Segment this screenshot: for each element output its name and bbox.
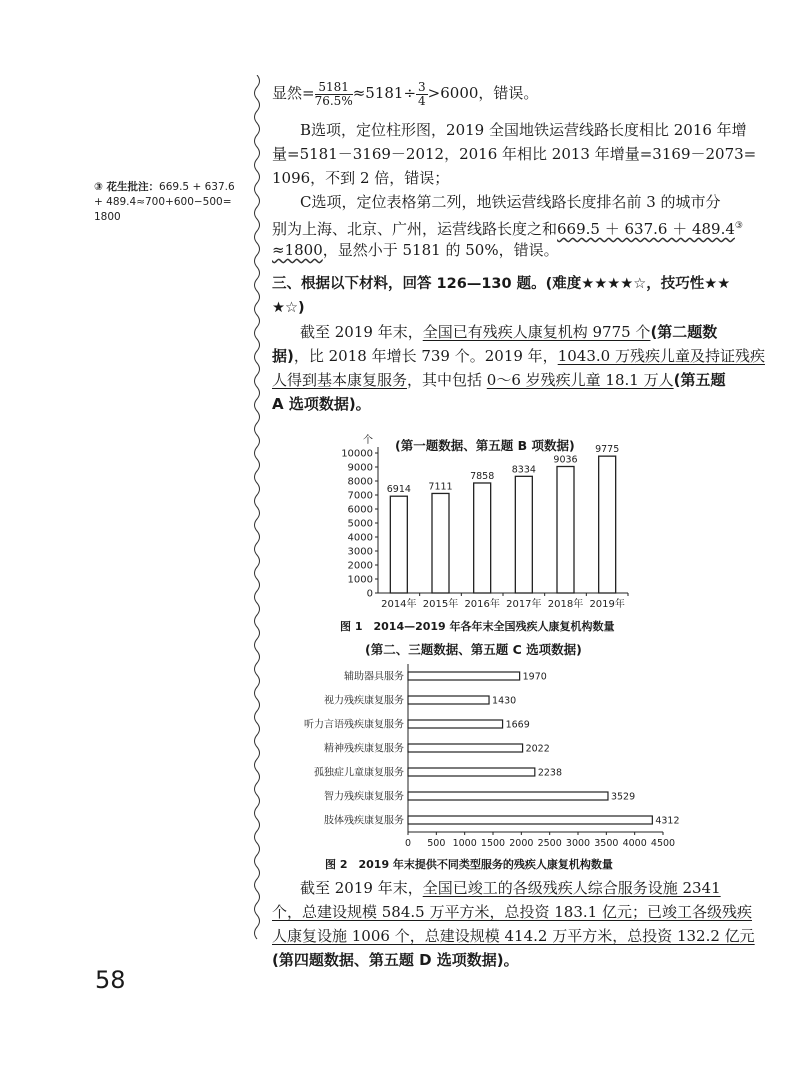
fraction-1: $\frac{5181}{76.5\%}$ xyxy=(314,79,353,108)
x-tick-label: 2500 xyxy=(537,838,562,849)
bar xyxy=(408,768,535,776)
bar xyxy=(557,466,574,593)
bar xyxy=(432,493,449,593)
chart1-note: (第一题数据、第五题 B 项数据) xyxy=(395,438,575,453)
data-label: 6914 xyxy=(386,484,411,496)
data-label: 4312 xyxy=(655,815,680,827)
category-label: 孤独症儿童康复服务 xyxy=(314,767,404,779)
data-label: 3529 xyxy=(610,791,636,803)
chart2-note: (第二、三题数据、第五题 C 选项数据) xyxy=(365,642,582,657)
x-tick-label: 2018年 xyxy=(547,599,584,610)
para2-line-1: 截至 2019 年末，全国已竣工的各级残疾人综合服务设施 2341 xyxy=(300,879,721,897)
x-tick-label: 3500 xyxy=(594,838,619,849)
margin-note xyxy=(94,180,246,225)
y-tick-label: 0 xyxy=(366,588,373,600)
y-tick-label: 8000 xyxy=(347,476,373,488)
page-number: 58 xyxy=(95,966,126,994)
category-label: 辅助器具服务 xyxy=(344,671,404,683)
bar xyxy=(474,483,491,593)
bar xyxy=(408,792,608,800)
prev-text-c2: 别为上海、北京、广州，运营线路长度之和669.5 ＋ 637.6 ＋ 489.4③ xyxy=(272,220,743,238)
x-tick-label: 2014年 xyxy=(381,599,417,610)
data-label: 7111 xyxy=(428,481,453,493)
margin-note-line-3: 1800 xyxy=(94,211,121,223)
data-label: 2022 xyxy=(525,743,550,755)
x-tick-label: 4000 xyxy=(622,838,647,849)
x-tick-label: 2016年 xyxy=(464,599,500,610)
prev-text-c1: C选项，定位表格第二列，地铁运营线路长度排名前 3 的城市分 xyxy=(300,193,721,211)
data-label: 2238 xyxy=(537,767,563,779)
bar xyxy=(408,816,652,824)
prev-text-b1: B选项，定位柱形图，2019 全国地铁运营线路长度相比 2016 年增 xyxy=(300,121,747,139)
bar xyxy=(515,476,532,593)
y-tick-label: 9000 xyxy=(347,462,373,474)
para1-line-2: 据)，比 2018 年增长 739 个。2019 年，1043.0 万残疾儿童及持证残疾 xyxy=(272,347,765,365)
category-label: 智力残疾康复服务 xyxy=(324,791,404,803)
chart-1-vertical-bar xyxy=(310,425,640,615)
bar xyxy=(390,496,407,593)
x-tick-label: 2019年 xyxy=(589,599,625,610)
category-label: 视力残疾康复服务 xyxy=(324,695,404,707)
y-tick-label: 6000 xyxy=(347,504,373,516)
para1-line-3: 人得到基本康复服务，其中包括 0～6 岁残疾儿童 18.1 万人(第五题 xyxy=(272,371,726,389)
margin-note-line-1: 669.5 + 637.6 xyxy=(159,181,235,193)
x-tick-label: 4500 xyxy=(650,838,676,849)
x-tick-label: 500 xyxy=(427,838,446,849)
fraction-2: $\frac{3}{4}$ xyxy=(418,79,426,108)
prev-text-line-1: 显然= $\frac{5181}{76.5\%}$ ≈5181÷ $\frac{3}{4}$ >6000，错误。 xyxy=(272,79,539,108)
y-tick-label: 5000 xyxy=(347,518,373,530)
data-label: 8334 xyxy=(511,464,536,476)
x-tick-label: 2017年 xyxy=(506,599,542,610)
para2-line-4: (第四题数据、第五题 D 选项数据)。 xyxy=(272,951,519,969)
y-unit-label: 个 xyxy=(363,435,373,446)
section-heading-line-1: 三、根据以下材料，回答 126—130 题。(难度★★★★☆，技巧性★★ xyxy=(272,276,731,292)
data-label: 1669 xyxy=(505,719,530,731)
para2-line-3: 人康复设施 1006 个，总建设规模 414.2 万平方米，总投资 132.2 亿元 xyxy=(272,927,755,945)
prev-text-b2: 量=5181－3169－2012，2016 年相比 2013 年增量=3169－2073= xyxy=(272,145,757,163)
bar xyxy=(408,672,520,680)
category-label: 精神残疾康复服务 xyxy=(324,743,404,755)
bar xyxy=(408,696,489,704)
para2-line-2: 个，总建设规模 584.5 万平方米，总投资 183.1 亿元；已竣工各级残疾 xyxy=(272,903,752,921)
para1-line-4: A 选项数据)。 xyxy=(272,395,371,413)
chart2-caption: 图 2 2019 年末提供不同类型服务的残疾人康复机构数量 xyxy=(325,858,613,871)
bar xyxy=(408,744,523,752)
margin-wavy-divider xyxy=(250,75,264,955)
x-tick-label: 1000 xyxy=(452,838,477,849)
margin-note-label: ③ 花生批注： xyxy=(94,181,160,193)
y-tick-label: 4000 xyxy=(347,532,373,544)
y-tick-label: 1000 xyxy=(347,574,373,586)
para1-line-1: 截至 2019 年末，全国已有残疾人康复机构 9775 个(第二题数 xyxy=(300,323,718,341)
category-label: 听力言语残疾康复服务 xyxy=(304,719,404,731)
y-tick-label: 2000 xyxy=(347,560,373,572)
bar xyxy=(599,456,616,593)
x-tick-label: 0 xyxy=(404,838,412,849)
chart-2-horizontal-bar xyxy=(290,660,680,850)
x-tick-label: 2015年 xyxy=(422,599,459,610)
x-tick-label: 1500 xyxy=(480,838,506,849)
y-tick-label: 7000 xyxy=(347,490,373,502)
section-heading-line-2: ★☆) xyxy=(272,300,305,316)
y-tick-label: 10000 xyxy=(341,448,373,460)
chart1-caption: 图 1 2014—2019 年各年末全国残疾人康复机构数量 xyxy=(340,620,615,633)
data-label: 9775 xyxy=(595,444,620,456)
margin-note-line-2: + 489.4≈700+600−500= xyxy=(94,196,232,208)
data-label: 7858 xyxy=(470,470,495,482)
x-tick-label: 2000 xyxy=(509,838,534,849)
x-tick-label: 3000 xyxy=(565,838,591,849)
category-label: 肢体残疾康复服务 xyxy=(324,815,404,827)
data-label: 1970 xyxy=(522,671,547,683)
bar xyxy=(408,720,503,728)
data-label: 9036 xyxy=(553,454,578,466)
data-label: 1430 xyxy=(492,695,517,707)
prev-text-b3: 1096，不到 2 倍，错误； xyxy=(272,169,450,187)
prev-text-c3: ≈1800，显然小于 5181 的 50%，错误。 xyxy=(272,241,559,259)
y-tick-label: 3000 xyxy=(347,546,373,558)
